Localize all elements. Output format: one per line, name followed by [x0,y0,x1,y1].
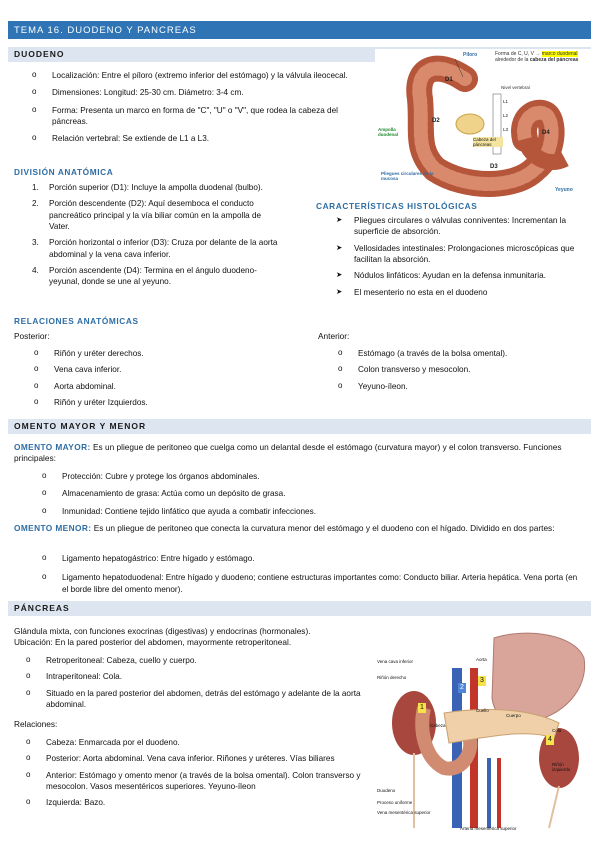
list-item: o Riñón y uréter derechos. [32,348,292,359]
figure-label: L1 [503,99,509,104]
figure-label: Ampolla duodenal [378,127,398,138]
list-item: 3. Porción horizontal o inferior (D3): Cruza por delante de la aorta abdominal y la vena cava inferior. [32,238,278,259]
omento-menor-list [40,553,580,601]
figure-label: L2 [503,113,509,118]
anterior-list [336,348,586,397]
anterior-label: Anterior: [318,331,350,341]
figure-label: Proceso uniforme [377,800,413,805]
posterior-label: Posterior: [14,331,50,341]
list-item: o Localización: Entre el píloro (extremo inferior del estómago) y la válvula ileocecal. [30,70,360,81]
figure-label: Cuello [476,708,489,713]
list-item: ➤ Pliegues circulares o válvulas conniventes: Incrementan la superficie de absorción. [334,215,589,238]
figure-label: Vena cava inferior [377,659,414,664]
histo-heading: CARACTERÍSTICAS HISTOLÓGICAS [316,201,478,211]
division-list [24,182,284,293]
figure-label: Vena mesentérica superior [377,810,431,815]
figure-label: Riñón derecho [377,675,407,680]
section-omento-heading: OMENTO MAYOR Y MENOR [8,419,591,434]
figure-label: D1 [445,77,453,83]
figure-label: Yeyuno [555,187,573,193]
list-item: ➤ El mesenterio no esta en el duodeno [334,287,589,298]
duodenum-illustration [375,49,591,197]
list-item: o Almacenamiento de grasa: Actúa como un depósito de grasa. [40,488,580,499]
division-heading: DIVISIÓN ANATÓMICA [14,167,114,177]
pancreas-intro: Glándula mixta, con funciones exocrinas (digestivas) y endocrinas (hormonales). Ubicación: En la pared posterior del abdomen, mayormente retroperitoneal. [14,626,311,648]
list-item: o Cabeza: Enmarcada por el duodeno. [24,737,364,748]
figure-label: Píloro [463,52,478,58]
figure-label: Cuerpo [506,713,521,718]
figure-label: Nivel vertebral [501,85,530,90]
list-item: o Ligamento hepatoduodenal: Entre hígado y duodeno; contiene estructuras importantes como: Conducto biliar. Arteria hepática. Vena porta (en el borde libre del omento menor). [40,572,580,595]
list-item: o Relación vertebral: Se extiende de L1 a L3. [30,133,360,144]
section-pancreas-heading: PÁNCREAS [8,601,591,616]
figure-marker: 1 [420,704,424,711]
histo-list [334,215,589,303]
list-item: o Situado en la pared posterior del abdomen, detrás del estómago y adelante de la aorta abdominal. [24,688,364,711]
pancreas-illustration [374,628,591,838]
omento-menor-paragraph: OMENTO MENOR: Es un pliegue de peritoneo que conecta la curvatura menor del estómago y el duodeno con el hígado. Dividido en dos partes: [14,523,555,533]
figure-label: D2 [432,118,440,124]
figure-label: D3 [490,164,498,170]
duodeno-list [30,70,360,151]
list-item: o Riñón y uréter Izquierdos. [32,397,292,408]
list-item: ➤ Vellosidades intestinales: Prolongaciones microscópicas que facilitan la absorción. [334,243,589,266]
figure-label: Cabeza [430,723,446,728]
omento-mayor-paragraph: OMENTO MAYOR: Es un pliegue de peritoneo que cuelga como un delantal desde el estómago (curvatura mayor) y el colon transverso. Funciones principales: [14,442,562,464]
list-item: o Retroperitoneal: Cabeza, cuello y cuerpo. [24,655,364,666]
section-duodeno-heading: DUODENO [8,47,591,62]
figure-label: Duodeno [377,788,396,793]
figure-marker: 2 [460,684,464,691]
figure-label: Cabeza del páncreas [473,137,503,147]
figure-label: Riñón izquierdo [552,762,571,772]
list-item: o Ligamento hepatogástrico: Entre hígado y estómago. [40,553,580,564]
pancreas-list [24,655,364,715]
posterior-list [32,348,292,413]
list-item: o Yeyuno-íleon. [336,381,586,392]
list-item: o Protección: Cubre y protege los órganos abdominales. [40,471,580,482]
list-item: o Intraperitoneal: Cola. [24,671,364,682]
pancreas-relations-label: Relaciones: [14,719,58,729]
figure-label: L3 [503,127,509,132]
list-item: o Anterior: Estómago y omento menor (a través de la bolsa omental). Colon transverso y mesocolon. Vasos mesentéricos superiores. Yeyuno-íleon [24,770,364,793]
list-item: o Colon transverso y mesocolon. [336,364,586,375]
document-title: TEMA 16. DUODENO Y PANCREAS [8,21,591,39]
list-item: 4. Porción ascendente (D4): Termina en el ángulo duodeno-yeyunal, donde se une al yeyuno. [32,265,257,287]
list-item: o Inmunidad: Contiene tejido linfático que ayuda a combatir infecciones. [40,506,580,517]
figure-caption: Forma de C, U, V → marco duodenal alrededor de la cabeza del páncreas [495,51,579,63]
figure-label: D4 [542,130,550,136]
list-item: o Aorta abdominal. [32,381,292,392]
figure-marker: 3 [480,677,484,684]
figure-marker: 4 [548,736,552,743]
pancreas-relations-list [24,737,364,814]
relations-heading: RELACIONES ANATÓMICAS [14,316,139,326]
list-item: o Posterior: Aorta abdominal. Vena cava inferior. Riñones y uréteres. Vías biliares [24,753,364,764]
list-item: ➤ Nódulos linfáticos: Ayudan en la defensa inmunitaria. [334,270,589,281]
omento-mayor-list [40,471,580,523]
list-item: o Estómago (a través de la bolsa omental). [336,348,586,359]
figure-label: Arteria mesentérica superior [460,826,517,831]
figure-label: Aorta [476,657,487,662]
list-item: o Izquierda: Bazo. [24,797,364,808]
list-item: o Vena cava inferior. [32,364,292,375]
list-item: 2. Porción descendente (D2): Aquí desemboca el conducto pancreático principal y la vía biliar común en la ampolla de Vater. [32,199,262,231]
list-item: o Forma: Presenta un marco en forma de "C", "U" o "V", que rodea la cabeza del páncreas. [30,105,360,128]
figure-label: Cola [552,728,562,733]
list-item: o Dimensiones: Longitud: 25-30 cm. Diámetro: 3-4 cm. [30,87,360,98]
figure-label: Pliegues circulares de la mucosa [381,171,434,182]
list-item: 1. Porción superior (D1): Incluye la ampolla duodenal (bulbo). [32,183,263,192]
